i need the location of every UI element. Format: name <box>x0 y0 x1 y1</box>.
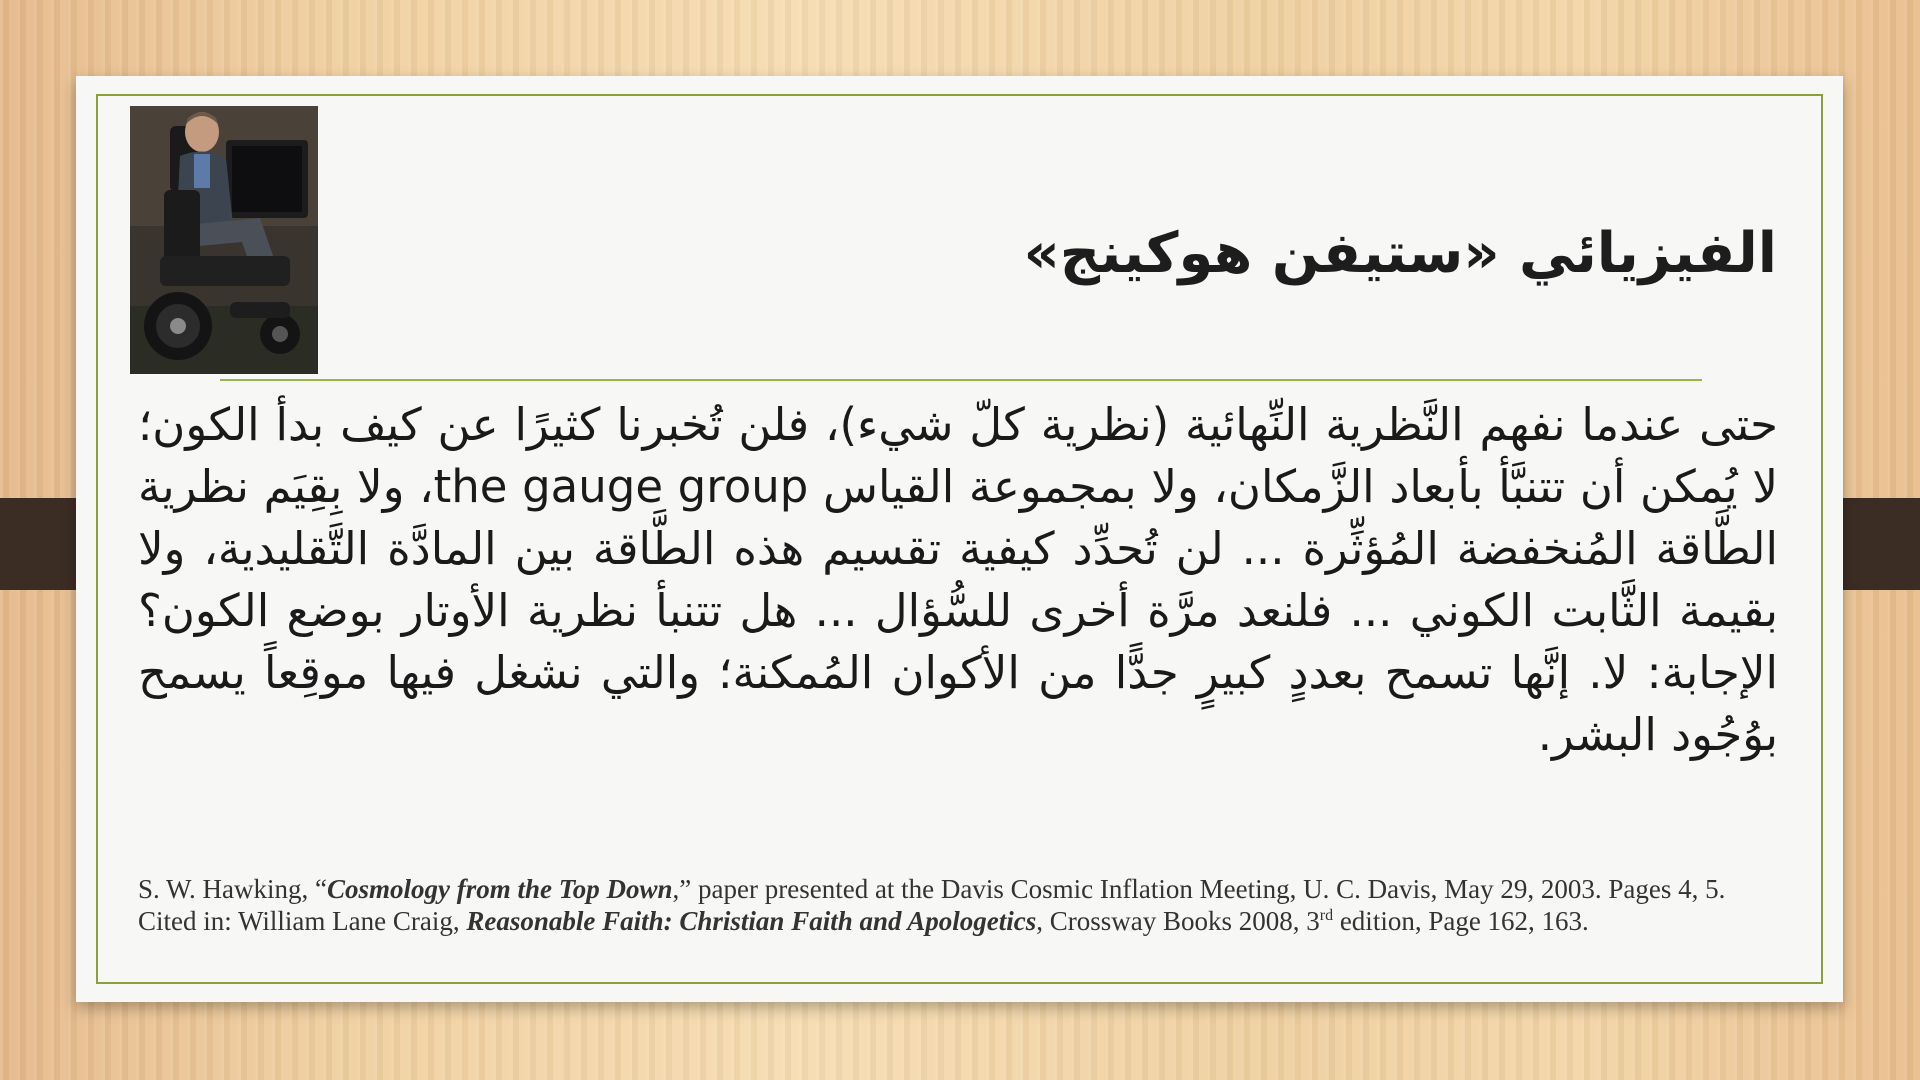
title-divider <box>220 379 1702 381</box>
hawking-portrait <box>130 106 318 374</box>
citation-after-book: , Crossway Books 2008, 3 <box>1036 906 1320 936</box>
portrait-image <box>130 106 318 374</box>
citation-prefix: S. W. Hawking, “ <box>138 874 327 904</box>
hawking-quote: حتى عندما نفهم النَّظرية النِّهائية (نظرية كلّ شيء)، فلن تُخبرنا كثيرًا عن كيف بدأ الكون؛ لا يُمكن أن تتنبَّأ بأبعاد الزَّمكان، ولا بمجموعة القياس the gauge group، ولا بِقِيَم نظرية الطَّاقة المُنخفضة المُؤثِّرة ... لن تُحدِّد كيفية تقسيم هذه الطَّاقة بين المادَّة التَّقليدية، ولا بقيمة الثَّابت الكوني ... فلنعد مرَّة أخرى للسُّؤال ... هل تتنبأ نظرية الأوتار بوضع الكون؟ الإجابة: لا. إنَّها تسمح بعددٍ كبيرٍ جدًّا من الأكوان المُمكنة؛ والتي نشغل فيها موقِعاً يسمح بوُجُود البشر. <box>138 398 1778 761</box>
slide-card <box>76 76 1843 1002</box>
citation-suffix: edition, Page 162, 163. <box>1333 906 1589 936</box>
citation-superscript: rd <box>1319 907 1334 924</box>
citation <box>138 873 1778 937</box>
citation-book-title: Reasonable Faith: Christian Faith and Apologetics <box>466 906 1037 936</box>
slide-title: الفيزيائي «ستيفن هوكينج» <box>1023 221 1777 286</box>
citation-middle: ,” paper presented at the Davis Cosmic Inflation Meeting, U. C. Davis, May 29, 2003. Pages 4, 5. Cited in: William Lane Craig, <box>138 874 1726 936</box>
citation-work-title: Cosmology from the Top Down <box>327 874 673 904</box>
